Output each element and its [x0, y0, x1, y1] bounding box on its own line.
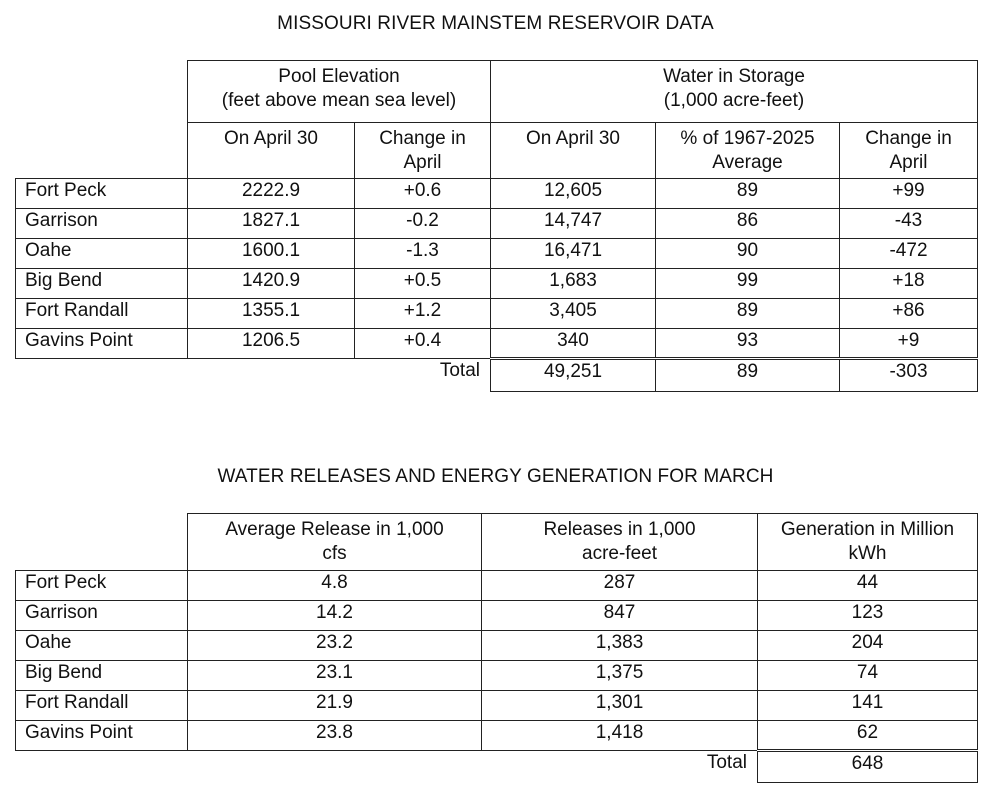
- reservoir-name-cell: Big Bend: [16, 269, 188, 299]
- percent-average-cell: 86: [656, 209, 840, 239]
- storage-cell: 1,683: [491, 269, 656, 299]
- average-release-cell: 21.9: [188, 691, 482, 721]
- total-label: Total: [439, 360, 480, 381]
- reservoir-row: [16, 209, 978, 239]
- storage-cell: 340: [491, 329, 656, 359]
- total-storage-cell: 49,251: [491, 359, 656, 392]
- releases-cell: 1,418: [482, 721, 758, 751]
- col-header-line: cfs: [322, 543, 347, 564]
- releases-cell: 287: [482, 571, 758, 601]
- average-release-cell: 23.8: [188, 721, 482, 751]
- storage-change-cell: -43: [840, 209, 978, 239]
- reservoir-name-cell: Garrison: [16, 601, 188, 631]
- elevation-change-cell: -0.2: [355, 209, 491, 239]
- reservoir-name-cell: Fort Peck: [16, 571, 188, 601]
- elevation-cell: 1827.1: [188, 209, 355, 239]
- col-header-storage-change: [840, 123, 978, 179]
- reservoir-name-cell: Oahe: [16, 239, 188, 269]
- reservoir-data-table: [15, 60, 978, 392]
- reservoir-name-cell: Gavins Point: [16, 721, 188, 751]
- col-header-storage-percent-average: [656, 123, 840, 179]
- reservoir-data-rows: [16, 179, 978, 359]
- storage-cell: 3,405: [491, 299, 656, 329]
- percent-average-cell: 89: [656, 299, 840, 329]
- water-in-storage-header-line-1: Water in Storage: [663, 66, 805, 87]
- col-header-line: April: [889, 152, 928, 173]
- total-percent-average-cell: 89: [656, 359, 840, 392]
- blank-cell: [16, 359, 188, 392]
- reservoir-row: [16, 269, 978, 299]
- col-header-line: On April 30: [526, 128, 620, 149]
- col-header-elevation-change: [355, 123, 491, 179]
- storage-change-cell: +9: [840, 329, 978, 359]
- water-in-storage-group-header: [491, 61, 978, 123]
- col-header-line: Change in: [379, 128, 466, 149]
- generation-cell: 204: [758, 631, 978, 661]
- releases-cell: 1,301: [482, 691, 758, 721]
- col-header-line: Releases in 1,000: [543, 519, 696, 540]
- col-header-line: Average: [712, 152, 783, 173]
- releases-cell: 1,383: [482, 631, 758, 661]
- elevation-cell: 2222.9: [188, 179, 355, 209]
- reservoir-name-cell: Garrison: [16, 209, 188, 239]
- elevation-change-cell: +0.4: [355, 329, 491, 359]
- blank-cell: [188, 751, 482, 783]
- percent-average-cell: 93: [656, 329, 840, 359]
- reservoir-name-cell: Fort Peck: [16, 179, 188, 209]
- total-generation-cell: 648: [758, 751, 978, 783]
- col-header-line: Average Release in 1,000: [225, 519, 444, 540]
- generation-cell: 44: [758, 571, 978, 601]
- total-label: Total: [706, 752, 747, 773]
- pool-elevation-group-header: [188, 61, 491, 123]
- blank-corner-cell: [16, 514, 188, 571]
- elevation-change-cell: -1.3: [355, 239, 491, 269]
- blank-cell: [188, 359, 355, 392]
- storage-change-cell: +18: [840, 269, 978, 299]
- reservoir-row: [16, 299, 978, 329]
- average-release-cell: 14.2: [188, 601, 482, 631]
- blank-corner-cell: [16, 61, 188, 123]
- reservoir-name-cell: Fort Randall: [16, 691, 188, 721]
- reservoir-data-title: MISSOURI RIVER MAINSTEM RESERVOIR DATA: [277, 13, 714, 34]
- release-row: [16, 631, 978, 661]
- elevation-change-cell: +0.6: [355, 179, 491, 209]
- percent-average-cell: 89: [656, 179, 840, 209]
- reservoir-name-cell: Gavins Point: [16, 329, 188, 359]
- releases-cell: 847: [482, 601, 758, 631]
- reservoir-row: [16, 329, 978, 359]
- average-release-cell: 23.1: [188, 661, 482, 691]
- reservoir-total-row: [16, 359, 978, 392]
- col-header-storage-on-date: [491, 123, 656, 179]
- elevation-cell: 1600.1: [188, 239, 355, 269]
- reservoir-row: [16, 179, 978, 209]
- col-header-line: acre-feet: [582, 543, 657, 564]
- generation-total-row: [16, 751, 978, 783]
- reservoir-name-cell: Big Bend: [16, 661, 188, 691]
- release-row: [16, 661, 978, 691]
- pool-elevation-header-line-2: (feet above mean sea level): [221, 90, 457, 111]
- col-header-average-release: [188, 514, 482, 571]
- release-row: [16, 601, 978, 631]
- storage-change-cell: +99: [840, 179, 978, 209]
- col-header-line: % of 1967-2025: [680, 128, 815, 149]
- percent-average-cell: 90: [656, 239, 840, 269]
- releases-cell: 1,375: [482, 661, 758, 691]
- generation-cell: 141: [758, 691, 978, 721]
- col-header-line: Change in: [865, 128, 952, 149]
- storage-change-cell: -472: [840, 239, 978, 269]
- col-header-line: On April 30: [224, 128, 318, 149]
- reservoir-name-cell: Fort Randall: [16, 299, 188, 329]
- elevation-change-cell: +0.5: [355, 269, 491, 299]
- elevation-change-cell: +1.2: [355, 299, 491, 329]
- water-in-storage-header-line-2: (1,000 acre-feet): [663, 90, 805, 111]
- generation-cell: 62: [758, 721, 978, 751]
- release-row: [16, 571, 978, 601]
- release-row: [16, 721, 978, 751]
- percent-average-cell: 99: [656, 269, 840, 299]
- average-release-cell: 23.2: [188, 631, 482, 661]
- total-storage-change-cell: -303: [840, 359, 978, 392]
- col-header-line: April: [403, 152, 442, 173]
- storage-change-cell: +86: [840, 299, 978, 329]
- average-release-cell: 4.8: [188, 571, 482, 601]
- generation-cell: 123: [758, 601, 978, 631]
- col-header-line: Generation in Million: [780, 519, 955, 540]
- elevation-cell: 1420.9: [188, 269, 355, 299]
- blank-cell: [16, 751, 188, 783]
- pool-elevation-header-line-1: Pool Elevation: [278, 66, 400, 87]
- release-row: [16, 691, 978, 721]
- blank-corner-cell: [16, 123, 188, 179]
- reservoir-name-cell: Oahe: [16, 631, 188, 661]
- col-header-elevation-on-date: [188, 123, 355, 179]
- elevation-cell: 1206.5: [188, 329, 355, 359]
- storage-cell: 12,605: [491, 179, 656, 209]
- generation-cell: 74: [758, 661, 978, 691]
- releases-generation-title: WATER RELEASES AND ENERGY GENERATION FOR MARCH: [217, 466, 774, 487]
- releases-generation-rows: [16, 571, 978, 751]
- storage-cell: 14,747: [491, 209, 656, 239]
- elevation-cell: 1355.1: [188, 299, 355, 329]
- col-header-releases: [482, 514, 758, 571]
- reservoir-row: [16, 239, 978, 269]
- storage-cell: 16,471: [491, 239, 656, 269]
- releases-generation-table: [15, 513, 978, 783]
- col-header-generation: [758, 514, 978, 571]
- col-header-line: kWh: [848, 543, 887, 564]
